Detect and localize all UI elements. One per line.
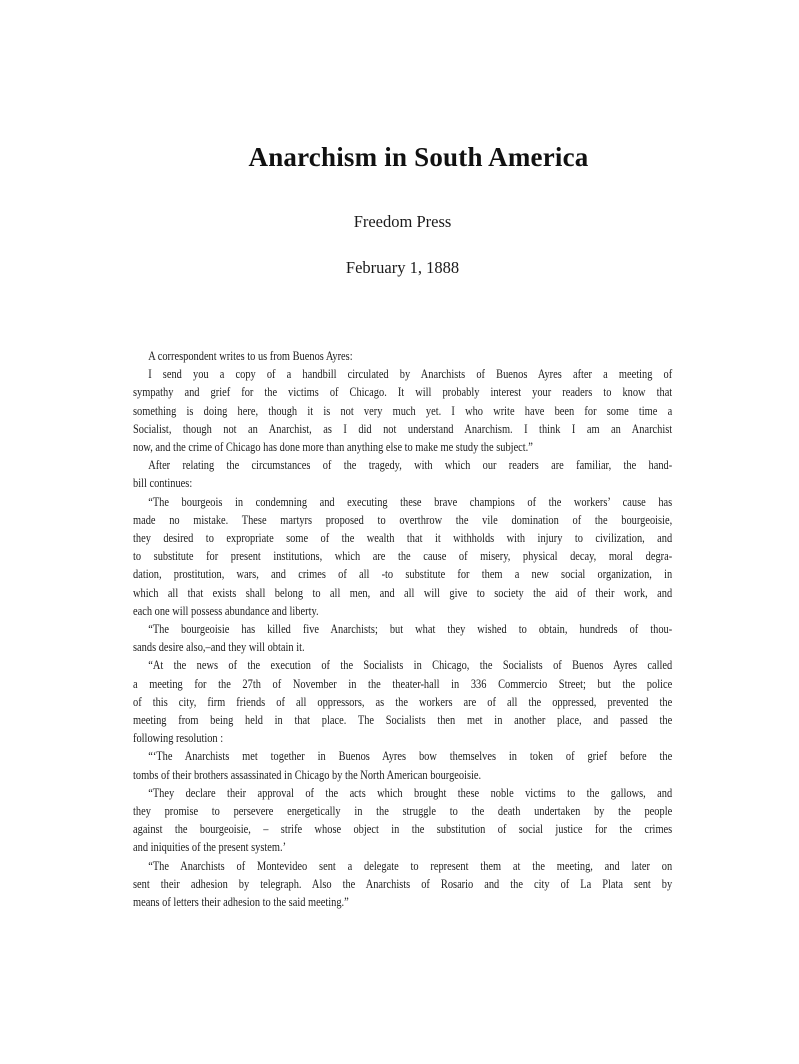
- text-line: Socialist, though not an Anarchist, as I did not understand Anarchism. I think I am an Anarchist: [133, 420, 673, 436]
- text-line: something is doing here, though it is not very much yet. I who write have been for some time a: [133, 402, 673, 418]
- text-line: sent their adhesion by telegraph. Also the Anarchists of Rosario and the city of La Plata sent by: [133, 875, 673, 891]
- publication-date: February 1, 1888: [345, 258, 460, 277]
- paragraph: [133, 347, 672, 365]
- text-line: tombs of their brothers assassinated in Chicago by the North American bourgeoisie.: [133, 766, 482, 782]
- text-line: bill continues:: [133, 475, 193, 491]
- text-line: dation, prostitution, wars, and crimes of all -to substitute for them a new social organization, in: [133, 566, 673, 582]
- paragraph: [133, 365, 672, 456]
- text-line: “The bourgeois in condemning and executing these brave champions of the workers’ cause has: [148, 493, 673, 509]
- text-line: each one will possess abundance and liberty.: [133, 602, 319, 618]
- paragraph: [133, 784, 672, 857]
- paragraph: [133, 656, 672, 747]
- text-line: I send you a copy of a handbill circulated by Anarchists of Buenos Ayres after a meeting of: [148, 366, 673, 382]
- paragraph: [133, 456, 672, 492]
- text-line: means of letters their adhesion to the said meeting.”: [133, 894, 349, 910]
- text-line: to substitute for present institutions, which are the cause of misery, physical decay, moral degra-: [133, 548, 673, 564]
- page-title: Anarchism in South America: [248, 142, 589, 172]
- text-line: now, and the crime of Chicago has done more than anything else to make me study the subject.”: [133, 439, 533, 455]
- text-line: of this city, firm friends of all oppressors, as the workers are of all the oppressed, prevented the: [133, 693, 673, 709]
- text-line: a meeting for the 27th of November in the theater-hall in 336 Commercio Street; but the police: [133, 675, 673, 691]
- text-line: “They declare their approval of the acts which brought these noble victims to the gallows, and: [148, 784, 673, 800]
- text-line: “The bourgeoisie has killed five Anarchists; but what they wished to obtain, hundreds of thou-: [148, 621, 673, 637]
- document-body: [133, 347, 672, 911]
- text-line: meeting from being held in that place. The Socialists then met in another place, and passed the: [133, 712, 673, 728]
- text-line: they desired to expropriate some of the wealth that it withholds with injury to civilization, and: [133, 530, 673, 546]
- text-line: A correspondent writes to us from Buenos Ayres:: [148, 348, 353, 363]
- text-line: sands desire also,–and they will obtain it.: [133, 639, 305, 655]
- publisher: Freedom Press: [353, 212, 452, 231]
- text-line: made no mistake. These martyrs proposed to overthrow the vile domination of the bourgeoisie,: [133, 511, 673, 527]
- text-line: “The Anarchists of Montevideo sent a delegate to represent them at the meeting, and later on: [148, 857, 673, 873]
- text-line: “‘The Anarchists met together in Buenos Ayres bow themselves in token of grief before the: [148, 748, 673, 764]
- text-line: After relating the circumstances of the tragedy, with which our readers are familiar, the hand-: [148, 457, 673, 473]
- text-line: and iniquities of the present system.’: [133, 839, 287, 855]
- text-line: they promise to persevere energetically in the struggle to the death undertaken by the people: [133, 803, 673, 819]
- paragraph: [133, 857, 672, 912]
- text-line: following resolution :: [133, 730, 224, 746]
- paragraph: [133, 747, 672, 783]
- text-line: against the bourgeoisie, – strife whose object in the substitution of social justice for the crimes: [133, 821, 673, 837]
- text-line: “At the news of the execution of the Socialists in Chicago, the Socialists of Buenos Ayres called: [148, 657, 673, 673]
- paragraph: [133, 493, 672, 620]
- paragraph: [133, 620, 672, 656]
- text-line: which all that exists shall belong to all men, and all will give to society the aid of their work, and: [133, 584, 673, 600]
- text-line: sympathy and grief for the victims of Chicago. It will probably interest your readers to know that: [133, 384, 673, 400]
